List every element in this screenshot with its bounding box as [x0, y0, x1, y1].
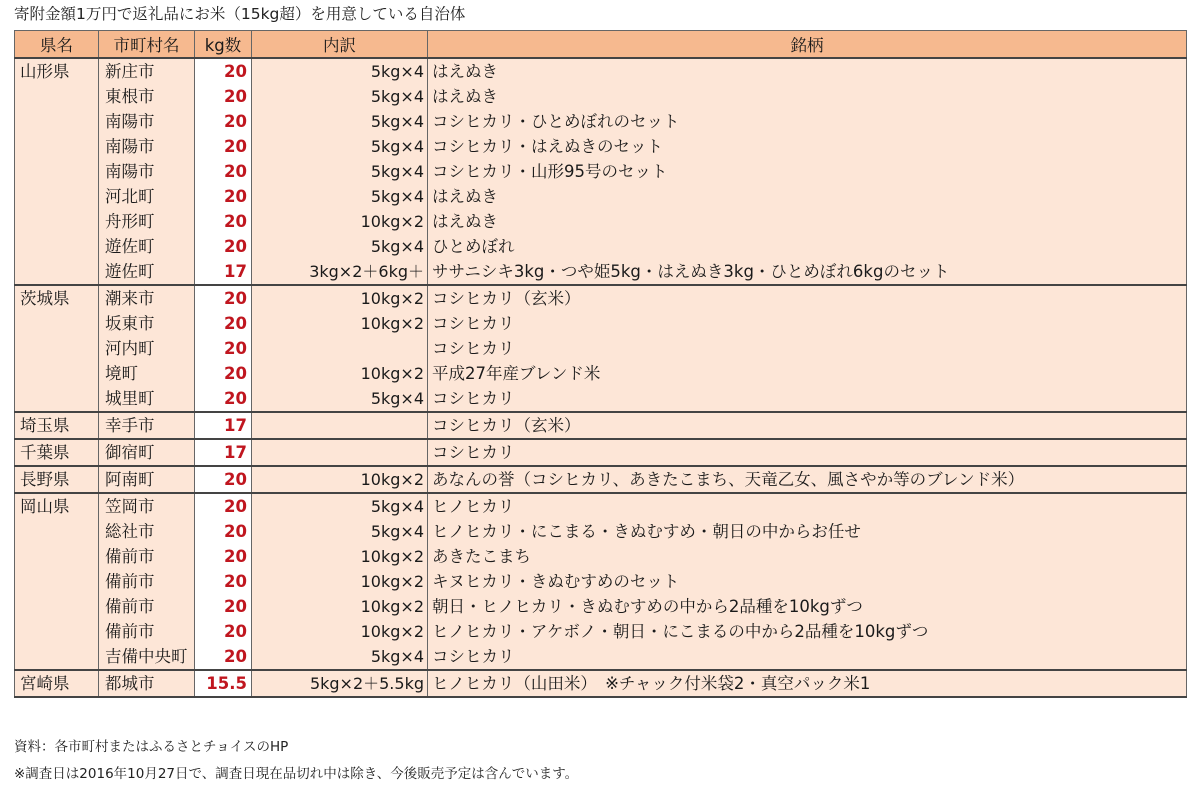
breakdown-cell: 10kg×2 [252, 311, 428, 336]
table-row [15, 58, 1187, 84]
header-row [15, 31, 1187, 59]
prefecture-cell: 長野県 [15, 466, 99, 493]
kg-cell: 20 [195, 544, 252, 569]
breakdown-cell [252, 336, 428, 361]
table-row [15, 159, 1187, 184]
kg-cell: 17 [195, 259, 252, 285]
municipality-cell: 南陽市 [99, 109, 195, 134]
brand-cell: ヒノヒカリ・にこまる・きぬむすめ・朝日の中からお任せ [428, 519, 1187, 544]
table-row [15, 259, 1187, 285]
header-prefecture: 県名 [15, 31, 99, 59]
table-row [15, 466, 1187, 493]
brand-cell: コシヒカリ [428, 644, 1187, 670]
table-body [15, 58, 1187, 697]
header-breakdown: 内訳 [252, 31, 428, 59]
kg-cell: 20 [195, 109, 252, 134]
municipality-cell: 河内町 [99, 336, 195, 361]
municipality-cell: 都城市 [99, 670, 195, 697]
breakdown-cell: 3kg×2＋6kg＋ [252, 259, 428, 285]
kg-cell: 20 [195, 386, 252, 412]
prefecture-cell: 茨城県 [15, 285, 99, 412]
breakdown-cell: 5kg×4 [252, 184, 428, 209]
municipality-cell: 河北町 [99, 184, 195, 209]
kg-cell: 20 [195, 493, 252, 519]
municipality-cell: 城里町 [99, 386, 195, 412]
kg-cell: 20 [195, 58, 252, 84]
municipality-cell: 東根市 [99, 84, 195, 109]
table-row [15, 619, 1187, 644]
kg-cell: 20 [195, 644, 252, 670]
table-row [15, 544, 1187, 569]
brand-cell: 朝日・ヒノヒカリ・きぬむすめの中から2品種を10kgずつ [428, 594, 1187, 619]
municipality-cell: 備前市 [99, 594, 195, 619]
prefecture-cell: 岡山県 [15, 493, 99, 670]
table-row [15, 569, 1187, 594]
prefecture-cell: 山形県 [15, 58, 99, 285]
brand-cell: コシヒカリ [428, 386, 1187, 412]
breakdown-cell: 10kg×2 [252, 285, 428, 311]
table-row [15, 285, 1187, 311]
kg-cell: 20 [195, 209, 252, 234]
brand-cell: ひとめぼれ [428, 234, 1187, 259]
table-row [15, 184, 1187, 209]
municipality-cell: 幸手市 [99, 412, 195, 439]
table-row [15, 644, 1187, 670]
table-row [15, 670, 1187, 697]
prefecture-cell: 埼玉県 [15, 412, 99, 439]
header-kg: kg数 [195, 31, 252, 59]
survey-note: ※調査日は2016年10月27日で、調査日現在品切れ中は除き、今後販売予定は含んでいます。 [14, 766, 579, 782]
header-municipality: 市町村名 [99, 31, 195, 59]
breakdown-cell: 5kg×4 [252, 386, 428, 412]
breakdown-cell: 5kg×4 [252, 493, 428, 519]
kg-cell: 20 [195, 594, 252, 619]
breakdown-cell: 10kg×2 [252, 544, 428, 569]
municipality-cell: 坂東市 [99, 311, 195, 336]
brand-cell: ヒノヒカリ [428, 493, 1187, 519]
kg-cell: 20 [195, 311, 252, 336]
table-row [15, 594, 1187, 619]
kg-cell: 20 [195, 234, 252, 259]
municipality-cell: 境町 [99, 361, 195, 386]
brand-cell: コシヒカリ・山形95号のセット [428, 159, 1187, 184]
kg-cell: 20 [195, 184, 252, 209]
table-row [15, 311, 1187, 336]
kg-cell: 17 [195, 412, 252, 439]
breakdown-cell: 10kg×2 [252, 569, 428, 594]
table-title: 寄附金額1万円で返礼品にお米（15kg超）を用意している自治体 [14, 5, 466, 23]
municipality-cell: 南陽市 [99, 159, 195, 184]
municipality-cell: 南陽市 [99, 134, 195, 159]
brand-cell: コシヒカリ・ひとめぼれのセット [428, 109, 1187, 134]
breakdown-cell: 5kg×4 [252, 644, 428, 670]
brand-cell: ヒノヒカリ・アケボノ・朝日・にこまるの中から2品種を10kgずつ [428, 619, 1187, 644]
municipality-cell: 笠岡市 [99, 493, 195, 519]
municipality-cell: 備前市 [99, 544, 195, 569]
brand-cell: コシヒカリ（玄米） [428, 285, 1187, 311]
municipality-cell: 阿南町 [99, 466, 195, 493]
source-note: 資料：各市町村またはふるさとチョイスのHP [14, 739, 289, 755]
breakdown-cell [252, 412, 428, 439]
brand-cell: 平成27年産ブレンド米 [428, 361, 1187, 386]
breakdown-cell: 5kg×4 [252, 134, 428, 159]
table-row [15, 519, 1187, 544]
table-row [15, 209, 1187, 234]
table-row [15, 84, 1187, 109]
brand-cell: ヒノヒカリ（山田米） ※チャック付米袋2・真空パック米1 [428, 670, 1187, 697]
kg-cell: 20 [195, 569, 252, 594]
municipality-cell: 潮来市 [99, 285, 195, 311]
prefecture-cell: 千葉県 [15, 439, 99, 466]
brand-cell: コシヒカリ [428, 311, 1187, 336]
brand-cell: コシヒカリ [428, 336, 1187, 361]
header-brand: 銘柄 [428, 31, 1187, 59]
brand-cell: コシヒカリ・はえぬきのセット [428, 134, 1187, 159]
breakdown-cell: 5kg×4 [252, 84, 428, 109]
kg-cell: 20 [195, 285, 252, 311]
brand-cell: はえぬき [428, 58, 1187, 84]
kg-cell: 20 [195, 134, 252, 159]
municipality-cell: 吉備中央町 [99, 644, 195, 670]
breakdown-cell: 5kg×4 [252, 519, 428, 544]
breakdown-cell: 10kg×2 [252, 594, 428, 619]
prefecture-cell: 宮崎県 [15, 670, 99, 697]
brand-cell: ササニシキ3kg・つや姫5kg・はえぬき3kg・ひとめぼれ6kgのセット [428, 259, 1187, 285]
breakdown-cell: 5kg×4 [252, 159, 428, 184]
kg-cell: 20 [195, 519, 252, 544]
municipality-cell: 新庄市 [99, 58, 195, 84]
municipality-cell: 遊佐町 [99, 234, 195, 259]
breakdown-cell: 5kg×4 [252, 234, 428, 259]
brand-cell: はえぬき [428, 84, 1187, 109]
kg-cell: 20 [195, 84, 252, 109]
brand-cell: あなんの誉（コシヒカリ、あきたこまち、天竜乙女、風さやか等のブレンド米） [428, 466, 1187, 493]
brand-cell: あきたこまち [428, 544, 1187, 569]
municipality-cell: 舟形町 [99, 209, 195, 234]
municipality-cell: 備前市 [99, 569, 195, 594]
brand-cell: コシヒカリ [428, 439, 1187, 466]
kg-cell: 20 [195, 361, 252, 386]
breakdown-cell [252, 439, 428, 466]
municipality-cell: 御宿町 [99, 439, 195, 466]
breakdown-cell: 10kg×2 [252, 209, 428, 234]
table-row [15, 361, 1187, 386]
breakdown-cell: 10kg×2 [252, 619, 428, 644]
kg-cell: 20 [195, 466, 252, 493]
municipality-cell: 総社市 [99, 519, 195, 544]
brand-cell: コシヒカリ（玄米） [428, 412, 1187, 439]
kg-cell: 20 [195, 159, 252, 184]
breakdown-cell: 5kg×2＋5.5kg [252, 670, 428, 697]
kg-cell: 15.5 [195, 670, 252, 697]
municipality-cell: 遊佐町 [99, 259, 195, 285]
table-row [15, 439, 1187, 466]
brand-cell: はえぬき [428, 209, 1187, 234]
table-row [15, 336, 1187, 361]
kg-cell: 17 [195, 439, 252, 466]
kg-cell: 20 [195, 336, 252, 361]
table-row [15, 109, 1187, 134]
municipality-cell: 備前市 [99, 619, 195, 644]
table-row [15, 493, 1187, 519]
brand-cell: キヌヒカリ・きぬむすめのセット [428, 569, 1187, 594]
table-row [15, 412, 1187, 439]
kg-cell: 20 [195, 619, 252, 644]
breakdown-cell: 5kg×4 [252, 109, 428, 134]
table-row [15, 134, 1187, 159]
breakdown-cell: 10kg×2 [252, 466, 428, 493]
table-row [15, 386, 1187, 412]
breakdown-cell: 10kg×2 [252, 361, 428, 386]
rice-municipality-table [14, 30, 1187, 698]
breakdown-cell: 5kg×4 [252, 58, 428, 84]
brand-cell: はえぬき [428, 184, 1187, 209]
table-row [15, 234, 1187, 259]
